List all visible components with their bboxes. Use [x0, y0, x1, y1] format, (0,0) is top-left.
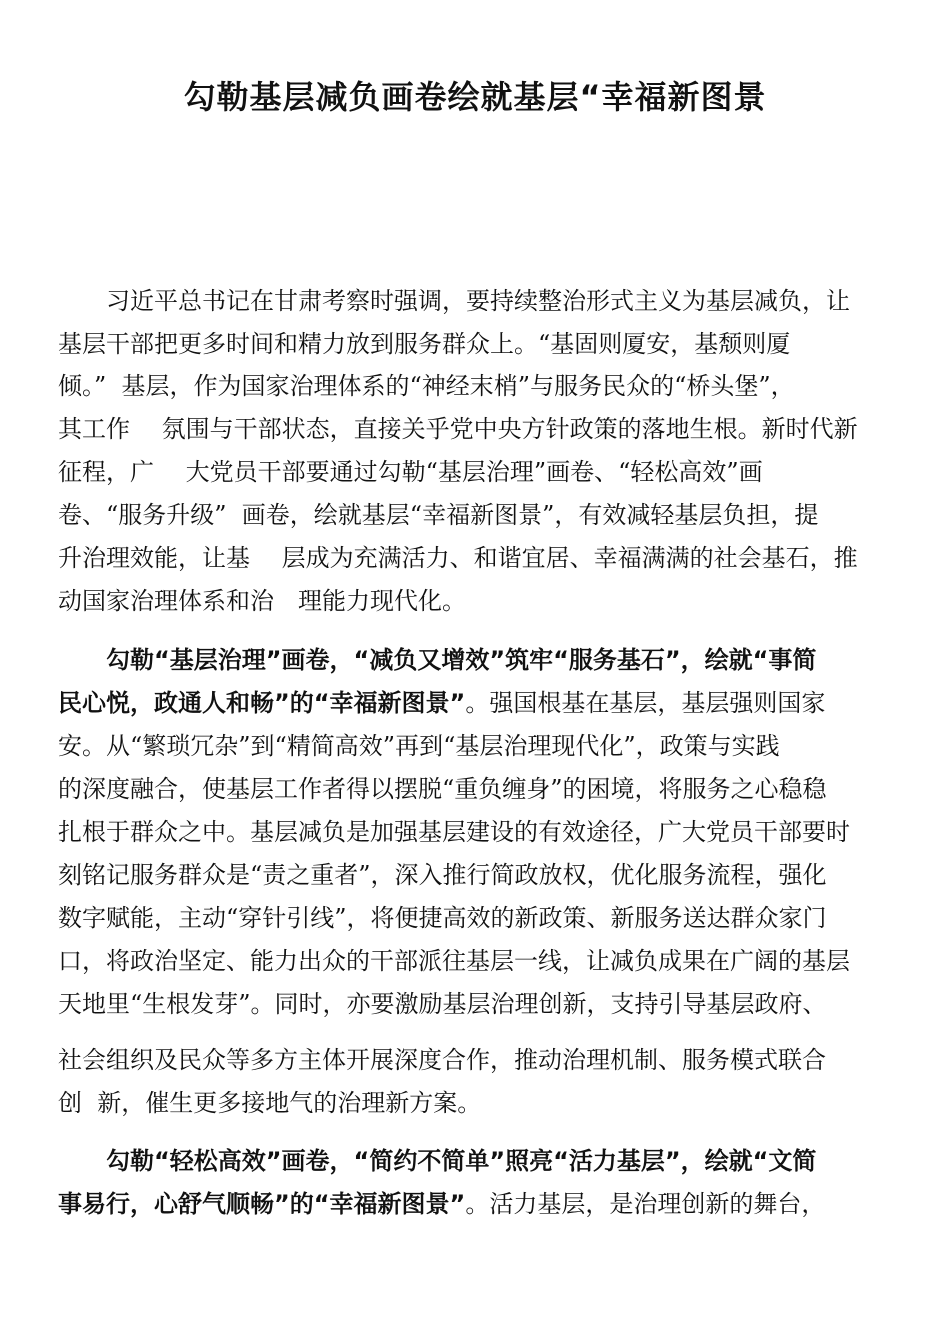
paragraph-2-line: 社会组织及民众等多方主体开展深度合作，推动治理机制、服务模式联合	[58, 1046, 826, 1074]
paragraph-2-heading-end: 民心悦，政通人和畅”的“幸福新图景”	[58, 689, 466, 717]
paragraph-2-text: 。强国根基在基层，基层强则国家	[465, 689, 826, 717]
paragraph-2-line: 数字赋能，主动“穿针引线”，将便捷高效的新政策、新服务送达群众家门	[58, 904, 827, 932]
paragraph-3-heading-end: 事易行，心舒气顺畅”的“幸福新图景”	[58, 1190, 466, 1218]
paragraph-1-line: 征程，广 大党员干部要通过勾勒“基层治理”画卷、“轻松高效”画	[58, 458, 763, 486]
paragraph-2-line	[58, 688, 825, 718]
paragraph-2-line: 扎根于群众之中。基层减负是加强基层建设的有效途径，广大党员干部要时	[58, 818, 850, 846]
paragraph-2-line: 刻铭记服务群众是“责之重者”，深入推行简政放权，优化服务流程，强化	[58, 861, 827, 889]
paragraph-1-line: 动国家治理体系和治 理能力现代化。	[58, 587, 466, 615]
paragraph-2-line: 口，将政治坚定、能力出众的干部派往基层一线，让减负成果在广阔的基层	[58, 947, 850, 975]
paragraph-2-line: 天地里“生根发芽”。同时，亦要激励基层治理创新，支持引导基层政府、	[58, 990, 827, 1018]
paragraph-3-line	[58, 1189, 825, 1219]
paragraph-1-line: 升治理效能，让基 层成为充满活力、和谐宜居、幸福满满的社会基石，推	[58, 544, 858, 572]
paragraph-2-heading-line: 勾勒“基层治理”画卷，“减负又增效”筑牢“服务基石”，绘就“事简	[58, 646, 817, 674]
paragraph-1-line: 习近平总书记在甘肃考察时强调，要持续整治形式主义为基层减负，让	[58, 287, 850, 315]
paragraph-1-line: 基层干部把更多时间和精力放到服务群众上。“基固则厦安，基颓则厦	[58, 330, 791, 358]
paragraph-1-line: 倾。” 基层，作为国家治理体系的“神经末梢”与服务民众的“桥头堡”，	[58, 372, 795, 400]
paragraph-2-line: 创 新，催生更多接地气的治理新方案。	[58, 1089, 482, 1117]
paragraph-2-line: 的深度融合，使基层工作者得以摆脱“重负缠身”的困境，将服务之心稳稳	[58, 775, 827, 803]
paragraph-2-line: 安。从“繁琐冗杂”到“精简高效”再到“基层治理现代化”，政策与实践	[58, 732, 780, 760]
paragraph-1-line: 其工作 氛围与干部状态，直接关乎党中央方针政策的落地生根。新时代新	[58, 415, 858, 443]
document-title: 勾勒基层减负画卷绘就基层“幸福新图景	[183, 78, 767, 116]
paragraph-1-line: 卷、“服务升级” 画卷，绘就基层“幸福新图景”，有效减轻基层负担，提	[58, 501, 819, 529]
paragraph-3-heading-line: 勾勒“轻松高效”画卷，“简约不简单”照亮“活力基层”，绘就“文简	[58, 1147, 817, 1175]
paragraph-3-text: 。活力基层，是治理创新的舞台，	[465, 1190, 826, 1218]
